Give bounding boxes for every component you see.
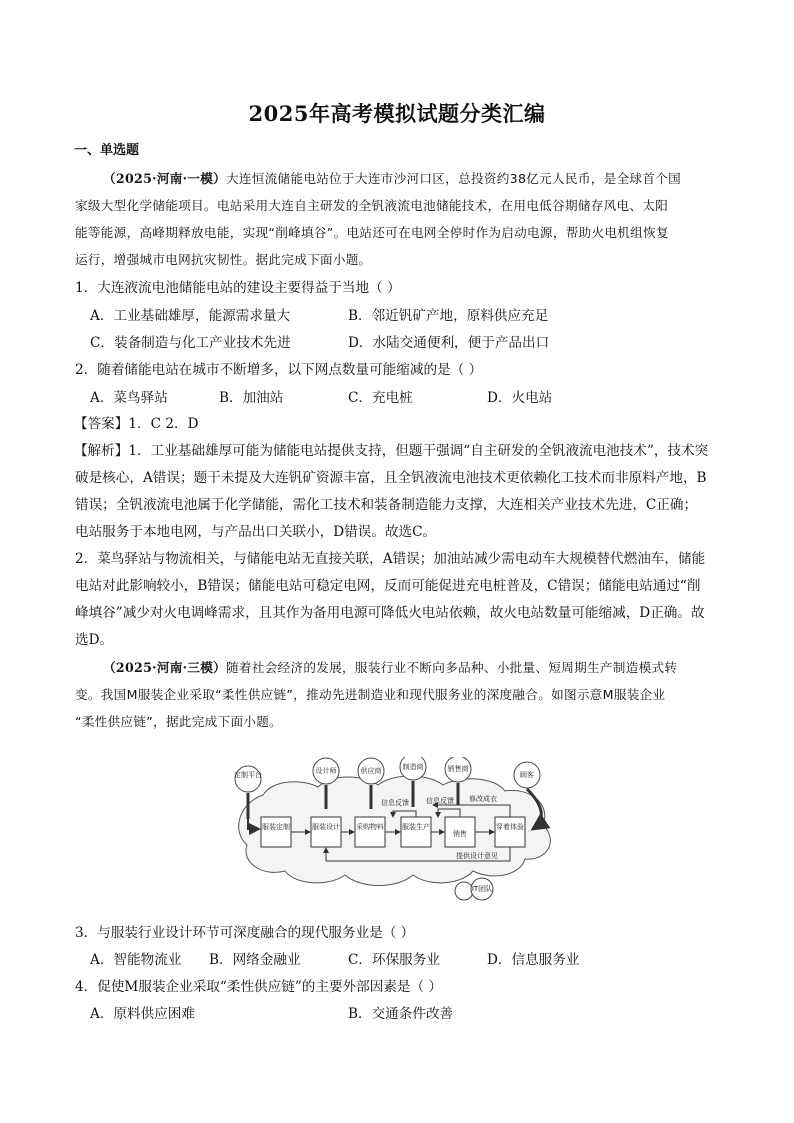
passage2-line1: （2025·河南·三模）随着社会经济的发展，服装行业不断向多品种、小批量、短周期生产制造模式转 bbox=[103, 660, 678, 675]
question4-stem: 4．促使M服装企业采取“柔性供应链”的主要外部因素是（ ） bbox=[75, 979, 443, 995]
supply-chain-diagram bbox=[233, 757, 561, 915]
question1-stem: 1．大连液流电池储能电站的建设主要得益于当地（ ） bbox=[75, 280, 401, 296]
question2-option-d: D．火电站 bbox=[487, 390, 553, 406]
box-sales: 销售 bbox=[453, 830, 467, 838]
question1-option-d: D．水陆交通便利，便于产品出口 bbox=[348, 335, 550, 351]
manufacturer-node bbox=[400, 757, 426, 780]
info-feedback-label-1: 信息反馈 bbox=[381, 799, 409, 807]
question2-option-c: C．充电桩 bbox=[348, 390, 413, 406]
box-purchase-material: 采购物料 bbox=[356, 823, 384, 831]
manufacturer-label: 制造商 bbox=[402, 763, 424, 771]
passage1-line3: 能等能源，高峰期释放电能，实现“削峰填谷”。电站还可在电网全停时作为启动电源，帮助火电机组恢复 bbox=[75, 225, 669, 240]
passage2-source: （2025·河南·三模） bbox=[103, 660, 226, 675]
it-team-node bbox=[455, 878, 493, 900]
answer-line: 【答案】1．C 2．D bbox=[74, 416, 199, 432]
passage2-line2: 变。我国M服装企业采取“柔性供应链”，推动先进制造业和现代服务业的深度融合。如图示意M服装企业 bbox=[75, 687, 666, 702]
question3-option-c: C．环保服务业 bbox=[348, 952, 440, 968]
question4-option-a: A．原料供应困难 bbox=[90, 1006, 195, 1022]
box-clothing-design: 服装设计 bbox=[312, 823, 340, 831]
box-clothing-production: 服装生产 bbox=[402, 823, 430, 831]
question3-stem: 3．与服装行业设计环节可深度融合的现代服务业是（ ） bbox=[75, 925, 415, 941]
page-title: 2025年高考模拟试题分类汇编 bbox=[248, 101, 546, 126]
customer-node bbox=[514, 762, 540, 788]
seller-node bbox=[445, 757, 471, 782]
passage1-source: （2025·河南·一模） bbox=[103, 171, 226, 186]
question3-option-d: D．信息服务业 bbox=[487, 952, 580, 968]
designer-node bbox=[313, 758, 339, 784]
it-team-label: IT团队 bbox=[471, 885, 493, 893]
question2-stem: 2．随着储能电站在城市不断增多，以下网点数量可能缩减的是（ ） bbox=[75, 362, 483, 378]
analysis-line6: 电站对此影响较小，B错误；储能电站可稳定电网，反而可能促进充电桩普及，C错误；储能电站通过“削 bbox=[75, 578, 701, 594]
customer-label: 顾客 bbox=[520, 771, 534, 779]
box-wearing-experience: 穿着体验 bbox=[496, 823, 524, 831]
analysis-line3: 错误；全钒液流电池属于化学储能，需化工技术和装备制造能力支撑，大连相关产业技术先进，C正确； bbox=[75, 497, 698, 513]
passage1-line2: 家级大型化学储能项目。电站采用大连自主研发的全钒液流电池储能技术，在用电低谷期储存风电、太阳 bbox=[75, 198, 669, 213]
platform-label: 定制平台 bbox=[234, 771, 262, 779]
section-heading: 一、单选题 bbox=[74, 143, 140, 158]
seller-label: 销售商 bbox=[447, 765, 469, 773]
question1-option-b: B．邻近钒矿产地，原料供应充足 bbox=[348, 308, 549, 324]
analysis-line8: 选D。 bbox=[75, 632, 114, 648]
question3-option-a: A．智能物流业 bbox=[90, 952, 182, 968]
analysis-line1: 【解析】1．工业基础雄厚可能为储能电站提供支持，但题干强调“自主研发的全钒液流电池技术”，技术突 bbox=[74, 443, 709, 459]
analysis-line7: 峰填谷”减少对火电调峰需求，且其作为备用电源可降低火电站依赖，故火电站数量可能缩减，D正确。故 bbox=[75, 605, 705, 621]
box-clothing-custom: 服装定制 bbox=[262, 823, 290, 831]
analysis-line2: 破是核心，A错误；题干未提及大连钒矿资源丰富，且全钒液流电池技术更依赖化工技术而非原料产地，B bbox=[75, 470, 707, 486]
passage2-line3: “柔性供应链”，据此完成下面小题。 bbox=[75, 714, 283, 729]
passage1-line4: 运行，增强城市电网抗灾韧性。据此完成下面小题。 bbox=[75, 252, 372, 267]
question3-option-b: B．网络金融业 bbox=[209, 952, 301, 968]
designer-label: 设计师 bbox=[315, 767, 337, 775]
question2-option-b: B．加油站 bbox=[219, 390, 284, 406]
question1-option-c: C．装备制造与化工产业技术先进 bbox=[90, 335, 291, 351]
analysis-line4: 电站服务于本地电网，与产品出口关联小，D错误。故选C。 bbox=[75, 524, 437, 540]
question2-option-a: A．菜鸟驿站 bbox=[90, 390, 168, 406]
modify-clothes-label: 修改成衣 bbox=[469, 795, 497, 803]
analysis-line5: 2．菜鸟驿站与物流相关，与储能电站无直接关联，A错误；加油站减少需电动车大规模替代燃油车，储能 bbox=[75, 551, 706, 567]
info-feedback-label-2: 信息反馈 bbox=[426, 797, 454, 805]
question4-option-b: B．交通条件改善 bbox=[348, 1006, 454, 1022]
supplier-node bbox=[358, 758, 384, 784]
platform-node bbox=[234, 766, 262, 792]
supplier-label: 供应商 bbox=[360, 767, 382, 775]
passage1-line1: （2025·河南·一模）大连恒流储能电站位于大连市沙河口区，总投资约38亿元人民币，是全球首个国 bbox=[103, 171, 681, 186]
question1-option-a: A．工业基础雄厚，能源需求量大 bbox=[90, 308, 291, 324]
design-feedback-label: 提供设计意见 bbox=[456, 852, 498, 860]
